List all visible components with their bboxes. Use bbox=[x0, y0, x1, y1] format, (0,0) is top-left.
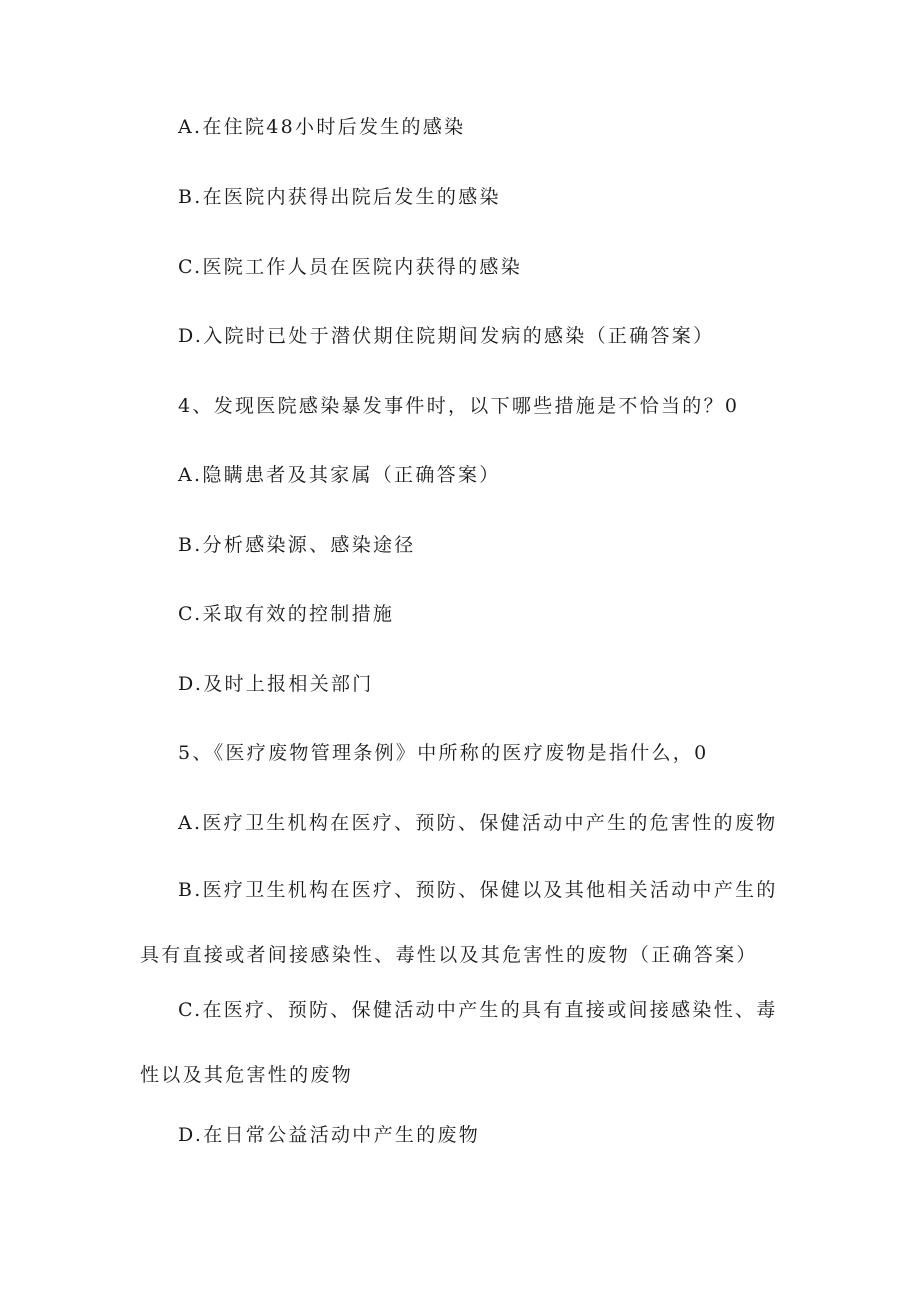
q4-option-c: C.采取有效的控制措施 bbox=[178, 603, 395, 625]
q4-question: 4、发现医院感染暴发事件时，以下哪些措施是不恰当的？0 bbox=[178, 395, 740, 417]
q4-option-b: B.分析感染源、感染途径 bbox=[178, 534, 416, 556]
q3-option-d: D.入院时已处于潜伏期住院期间发病的感染（正确答案） bbox=[178, 325, 715, 347]
q3-option-b: B.在医院内获得出院后发生的感染 bbox=[178, 186, 501, 208]
q5-option-c: C.在医疗、预防、保健活动中产生的具有直接或间接感染性、毒性以及其危害性的废物 bbox=[140, 999, 778, 1086]
q5-option-d: D.在日常公益活动中产生的废物 bbox=[178, 1124, 481, 1146]
q5-option-a: A.医疗卫生机构在医疗、预防、保健活动中产生的危害性的废物 bbox=[178, 812, 778, 834]
q3-option-c: C.医院工作人员在医院内获得的感染 bbox=[178, 256, 523, 278]
q5-question: 5、《医疗废物管理条例》中所称的医疗废物是指什么，0 bbox=[178, 742, 709, 764]
q5-option-b: B.医疗卫生机构在医疗、预防、保健以及其他相关活动中产生的具有直接或者间接感染性、毒性以及其危害性的废物（正确答案） bbox=[140, 879, 778, 966]
q4-option-d: D.及时上报相关部门 bbox=[178, 673, 374, 695]
q3-option-a: A.在住院48小时后发生的感染 bbox=[178, 116, 466, 138]
q4-option-a: A.隐瞒患者及其家属（正确答案） bbox=[178, 464, 501, 486]
